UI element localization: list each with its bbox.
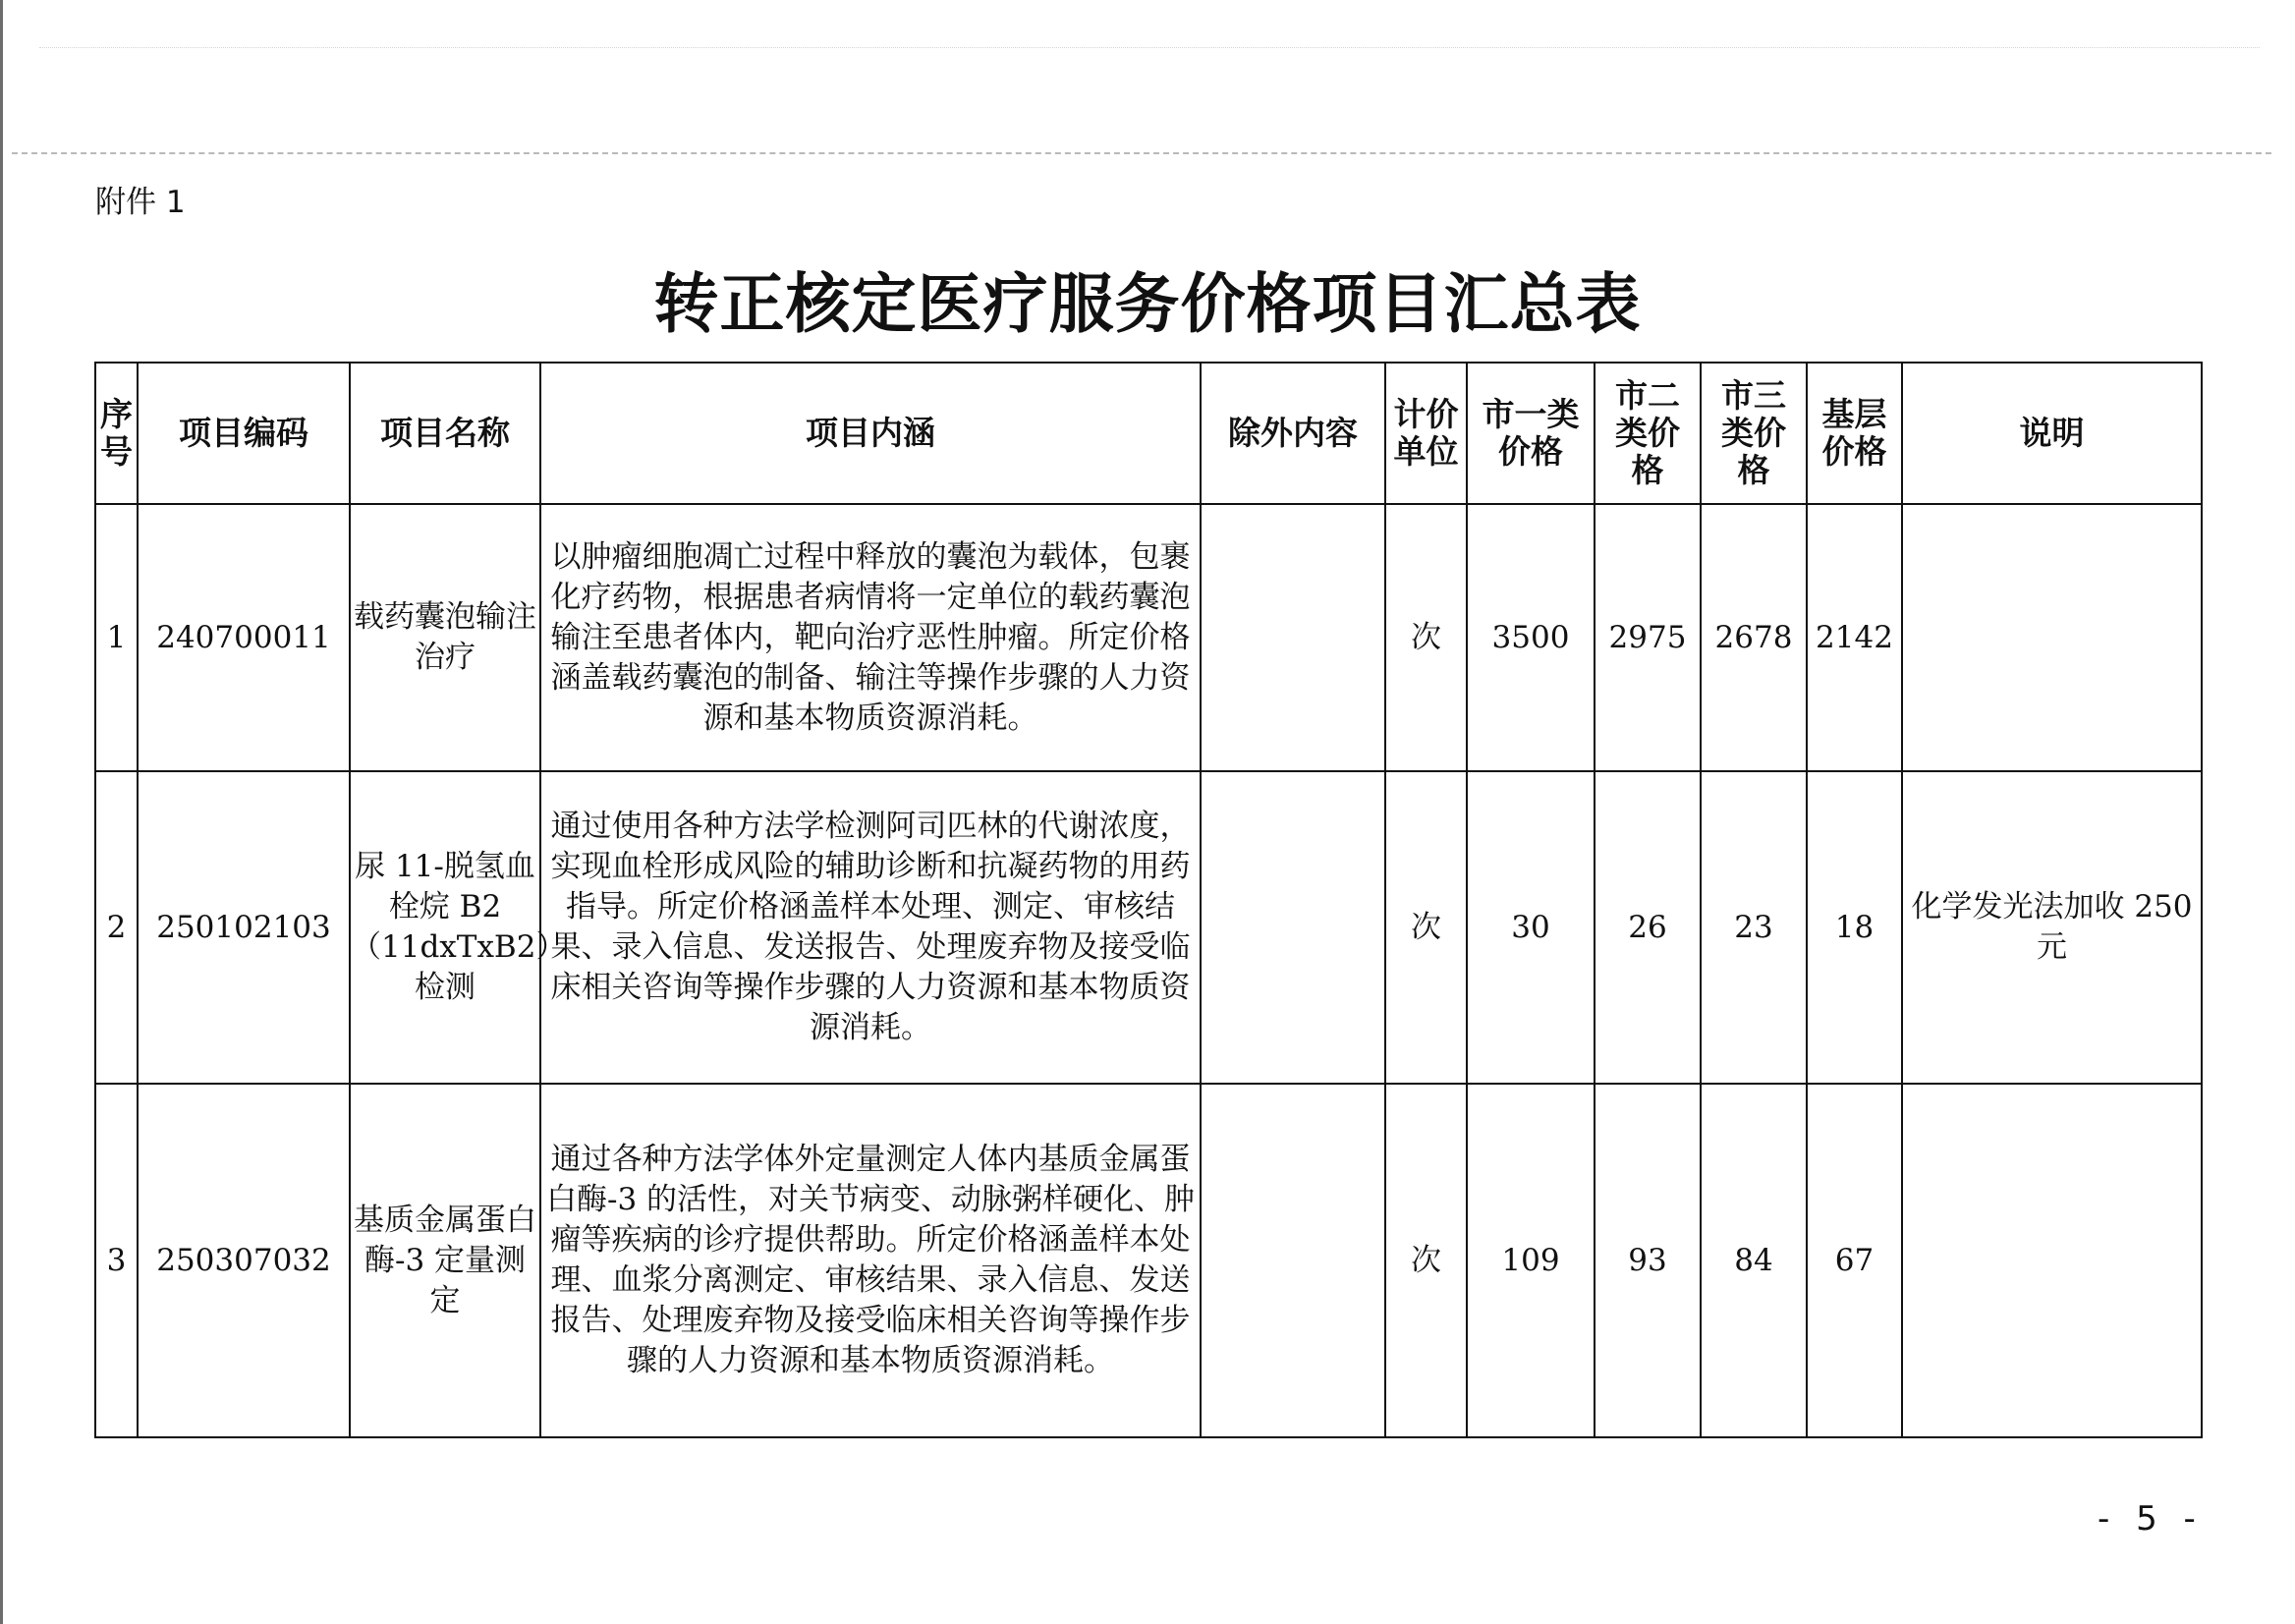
cell-name: 尿 11-脱氢血栓烷 B2（11dxTxB2）检测 [350,771,540,1084]
cell-city3-price: 2678 [1701,504,1807,771]
page-number: - 5 - [2098,1499,2204,1539]
cell-name: 载药囊泡输注治疗 [350,504,540,771]
header-note: 说明 [1902,363,2202,504]
cell-city1-price: 3500 [1467,504,1595,771]
cell-seq: 3 [95,1084,138,1437]
header-code: 项目编码 [138,363,350,504]
table-row [95,771,2202,1084]
cell-note: 化学发光法加收 250 元 [1902,771,2202,1084]
header-content: 项目内涵 [540,363,1201,504]
cell-code: 240700011 [138,504,350,771]
header-grassroots-price: 基层价格 [1807,363,1902,504]
cell-seq: 2 [95,771,138,1084]
cell-seq: 1 [95,504,138,771]
scan-edge [0,0,3,1624]
cell-content: 通过使用各种方法学检测阿司匹林的代谢浓度，实现血栓形成风险的辅助诊断和抗凝药物的用药指导。所定价格涵盖样本处理、测定、审核结果、录入信息、发送报告、处理废弃物及接受临床相关咨询等操作步骤的人力资源和基本物质资源消耗。 [540,771,1201,1084]
header-city3-price: 市三类价格 [1701,363,1807,504]
cell-city1-price: 109 [1467,1084,1595,1437]
cell-name: 基质金属蛋白酶-3 定量测定 [350,1084,540,1437]
cell-excluded [1201,1084,1385,1437]
cell-grassroots-price: 18 [1807,771,1902,1084]
header-city1-price: 市一类价格 [1467,363,1595,504]
header-seq-label: 序号 [100,395,133,471]
cell-content: 以肿瘤细胞凋亡过程中释放的囊泡为载体，包裹化疗药物，根据患者病情将一定单位的载药囊泡输注至患者体内，靶向治疗恶性肿瘤。所定价格涵盖载药囊泡的制备、输注等操作步骤的人力资源和基本物质资源消耗。 [540,504,1201,771]
cell-unit: 次 [1385,1084,1467,1437]
header-seq [95,363,138,504]
header-city2-price: 市二类价格 [1595,363,1701,504]
cell-code: 250102103 [138,771,350,1084]
cell-unit: 次 [1385,504,1467,771]
cell-excluded [1201,771,1385,1084]
attachment-label: 附件 1 [95,185,186,220]
scan-artifact-line [39,47,2260,48]
cell-unit: 次 [1385,771,1467,1084]
cell-city3-price: 84 [1701,1084,1807,1437]
table-row [95,504,2202,771]
table-header-row [95,363,2202,504]
scan-artifact-dashed-line [12,152,2271,154]
cell-city1-price: 30 [1467,771,1595,1084]
header-name: 项目名称 [350,363,540,504]
cell-note [1902,1084,2202,1437]
cell-content: 通过各种方法学体外定量测定人体内基质金属蛋白酶-3 的活性，对关节病变、动脉粥样硬化、肿瘤等疾病的诊疗提供帮助。所定价格涵盖样本处理、血浆分离测定、审核结果、录入信息、发送报告、处理废弃物及接受临床相关咨询等操作步骤的人力资源和基本物质资源消耗。 [540,1084,1201,1437]
header-excluded: 除外内容 [1201,363,1385,504]
cell-city2-price: 2975 [1595,504,1701,771]
header-unit: 计价单位 [1385,363,1467,504]
cell-grassroots-price: 2142 [1807,504,1902,771]
cell-excluded [1201,504,1385,771]
cell-code: 250307032 [138,1084,350,1437]
cell-grassroots-price: 67 [1807,1084,1902,1437]
cell-note [1902,504,2202,771]
document-title: 转正核定医疗服务价格项目汇总表 [653,265,1642,342]
cell-city3-price: 23 [1701,771,1807,1084]
cell-city2-price: 93 [1595,1084,1701,1437]
cell-city2-price: 26 [1595,771,1701,1084]
price-items-table [94,362,2203,1438]
table-row [95,1084,2202,1437]
